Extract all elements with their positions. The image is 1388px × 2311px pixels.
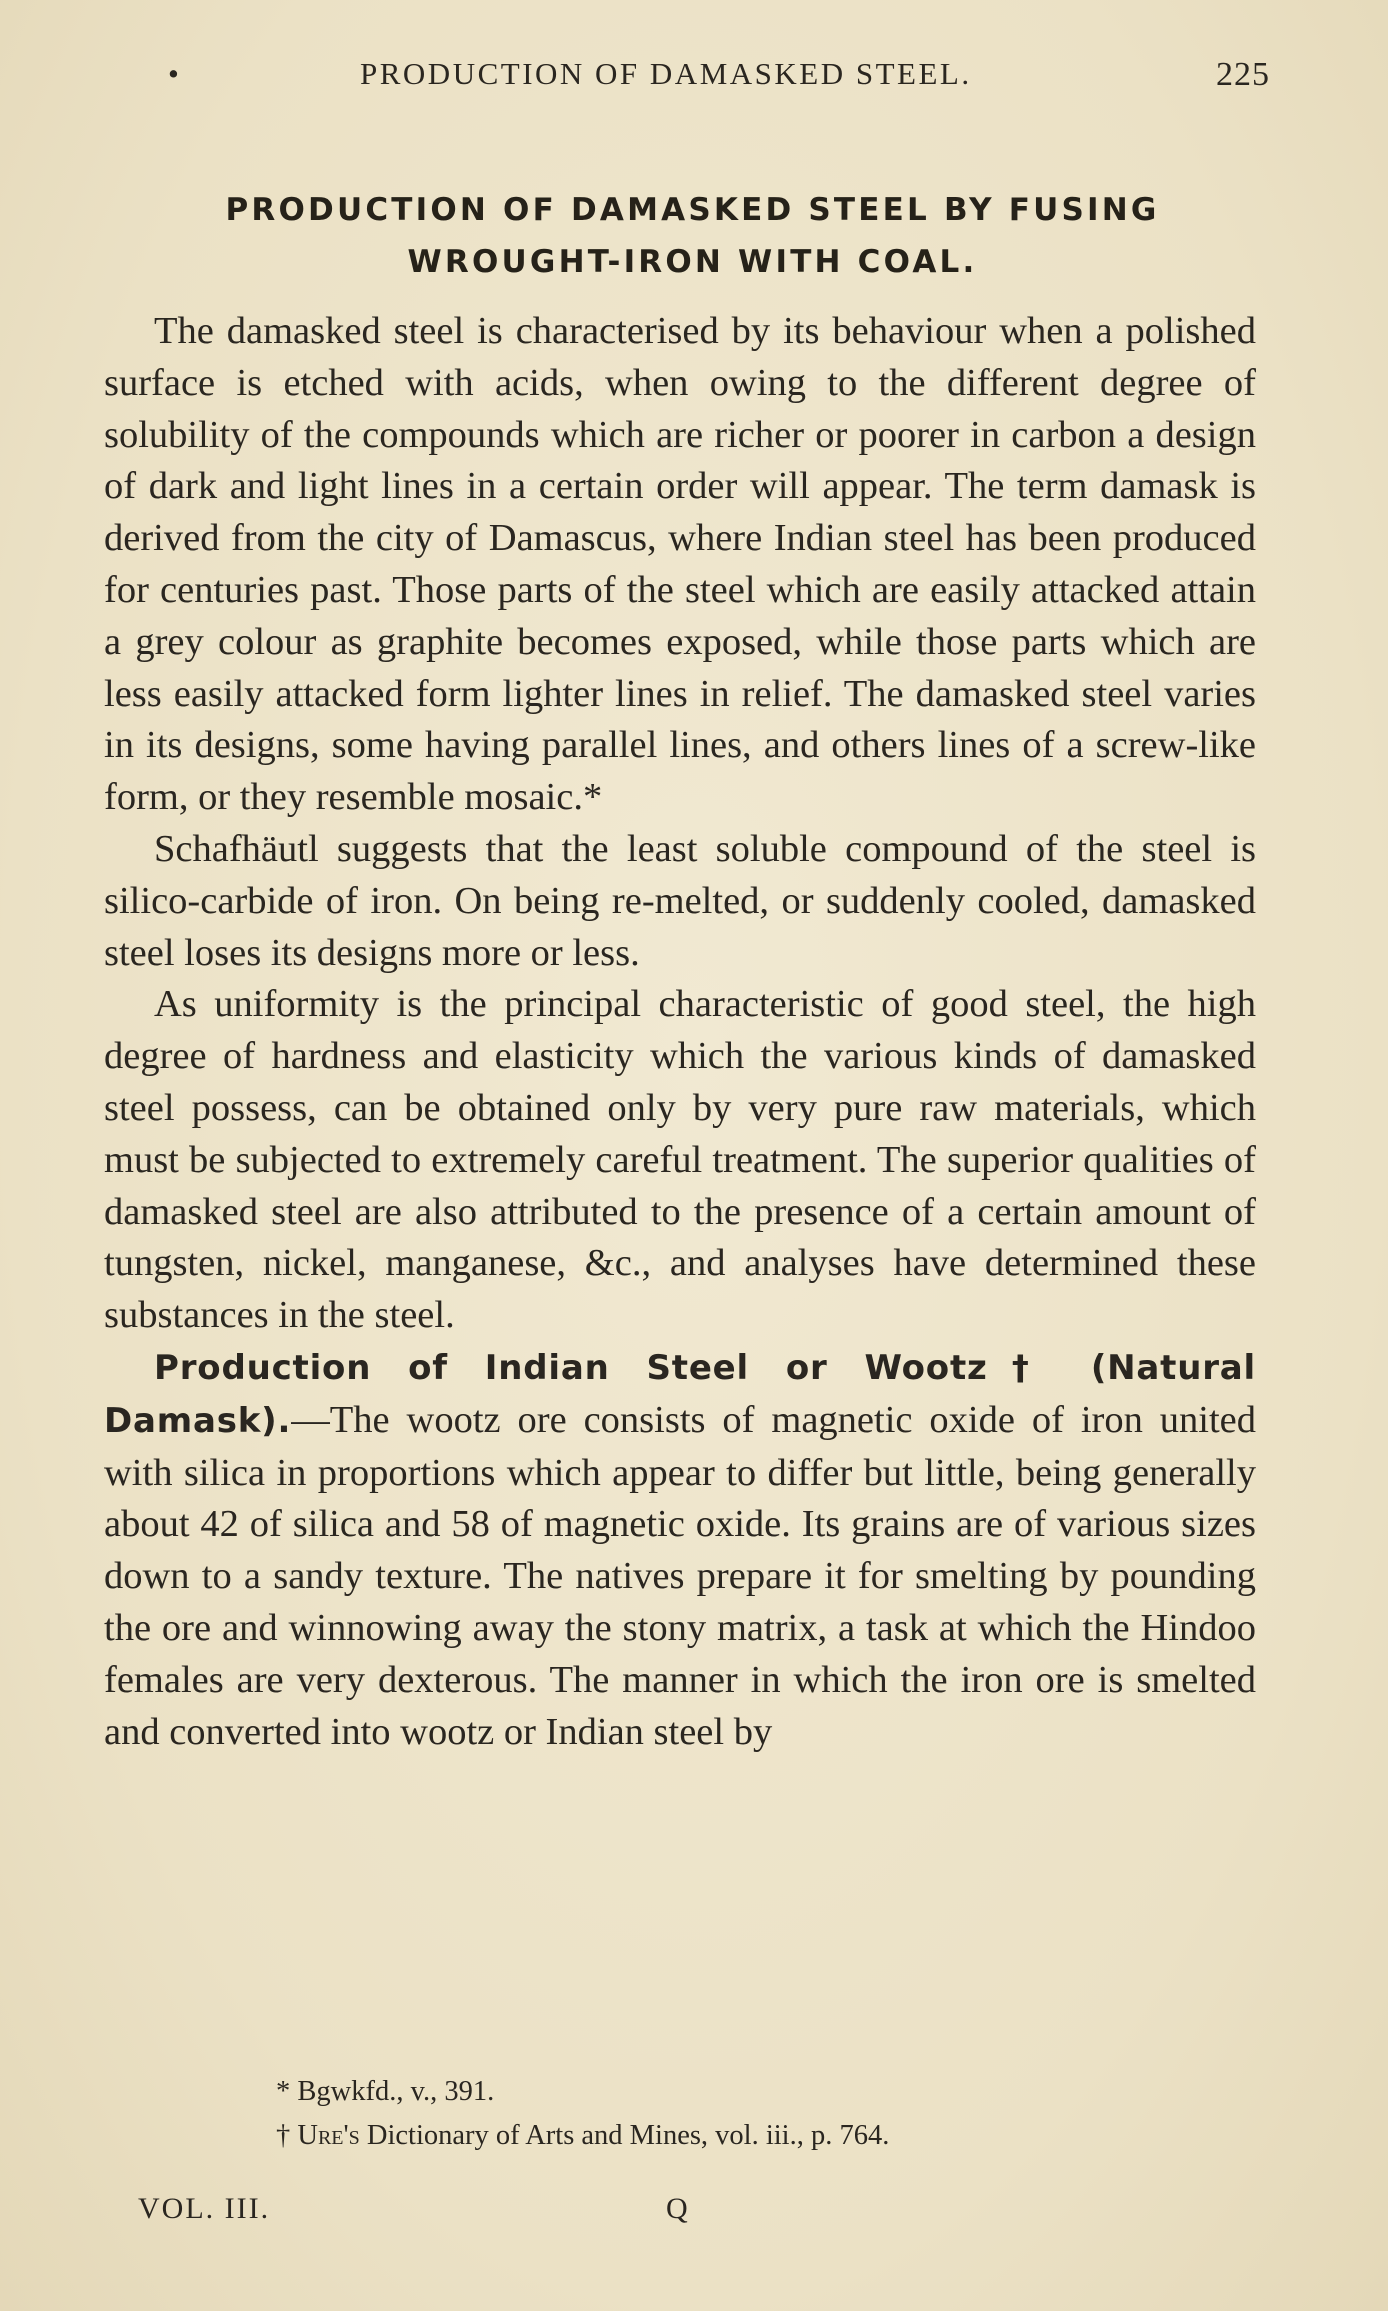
- footnote-1: * Bgwkfd., v., 391.: [276, 2076, 495, 2107]
- paragraph-schafhautl: Schafhäutl suggests that the least soluble compound of the steel is silico-carbide of iron. On being re-melted, or suddenly cooled, damasked steel loses its designs more or less.: [104, 827, 1256, 974]
- section-heading-line-1: PRODUCTION OF DAMASKED STEEL BY FUSING: [225, 192, 1160, 228]
- wootz-subheading: Production of Indian Steel or Wootz† (Natural Damask).: [104, 1347, 1256, 1441]
- footnote-2-text: Dictionary of Arts and Mines, vol. iii., p. 764.: [359, 2120, 890, 2151]
- footnote-2-author: Ure's: [297, 2120, 360, 2151]
- running-header: [100, 56, 1270, 106]
- section-heading-line-2: WROUGHT-IRON WITH COAL.: [407, 244, 978, 280]
- running-title: PRODUCTION OF DAMASKED STEEL.: [360, 56, 972, 91]
- paragraph-uniformity: As uniformity is the principal characteristic of good steel, the high degree of hardness and elasticity which the various kinds of damasked steel possess, can be obtained only by very pure raw materials, which must be subjected to extremely careful treatment. The superior qualities of damasked steel are also attributed to the presence of a certain amount of tungsten, nickel, manganese, &c., and analyses have determined these substances in the steel.: [104, 983, 1256, 1337]
- footnote-2: [104, 2114, 1256, 2158]
- body-text: [104, 306, 1256, 1758]
- footnotes: [104, 2070, 1256, 2158]
- page-number: 225: [1216, 56, 1270, 93]
- volume-mark: VOL. III.: [138, 2192, 271, 2225]
- section-heading: [100, 184, 1285, 288]
- paragraph-damasked-steel: The damasked steel is characterised by its behaviour when a polished surface is etched with acids, when owing to the different degree of solubility of the compounds which are richer or poorer in carbon a design of dark and light lines in a certain order will appear. The term damask is derived from the city of Damascus, where Indian steel has been produced for centuries past. Those parts of the steel which are easily attacked attain a grey colour as graphite becomes exposed, while those parts which are less easily attacked form lighter lines in relief. The damasked steel varies in its designs, some having parallel lines, and others lines of a screw-like form, or they resemble mosaic.*: [104, 310, 1256, 819]
- header-marker: •: [168, 56, 182, 91]
- signature-letter: Q: [666, 2192, 690, 2225]
- signature-line: [138, 2192, 1188, 2240]
- wootz-text: —The wootz ore consists of magnetic oxide of iron united with silica in proportions which appear to differ but little, being generally about 42 of silica and 58 of magnetic oxide. Its grains are of various sizes down to a sandy texture. The natives prepare it for smelting by pounding the ore and winnowing away the stony matrix, a task at which the Hindoo females are very dexterous. The manner in which the iron ore is smelted and converted into wootz or Indian steel by: [104, 1398, 1256, 1753]
- footnote-2-mark: †: [276, 2120, 298, 2151]
- paragraph-wootz: [104, 1342, 1256, 1758]
